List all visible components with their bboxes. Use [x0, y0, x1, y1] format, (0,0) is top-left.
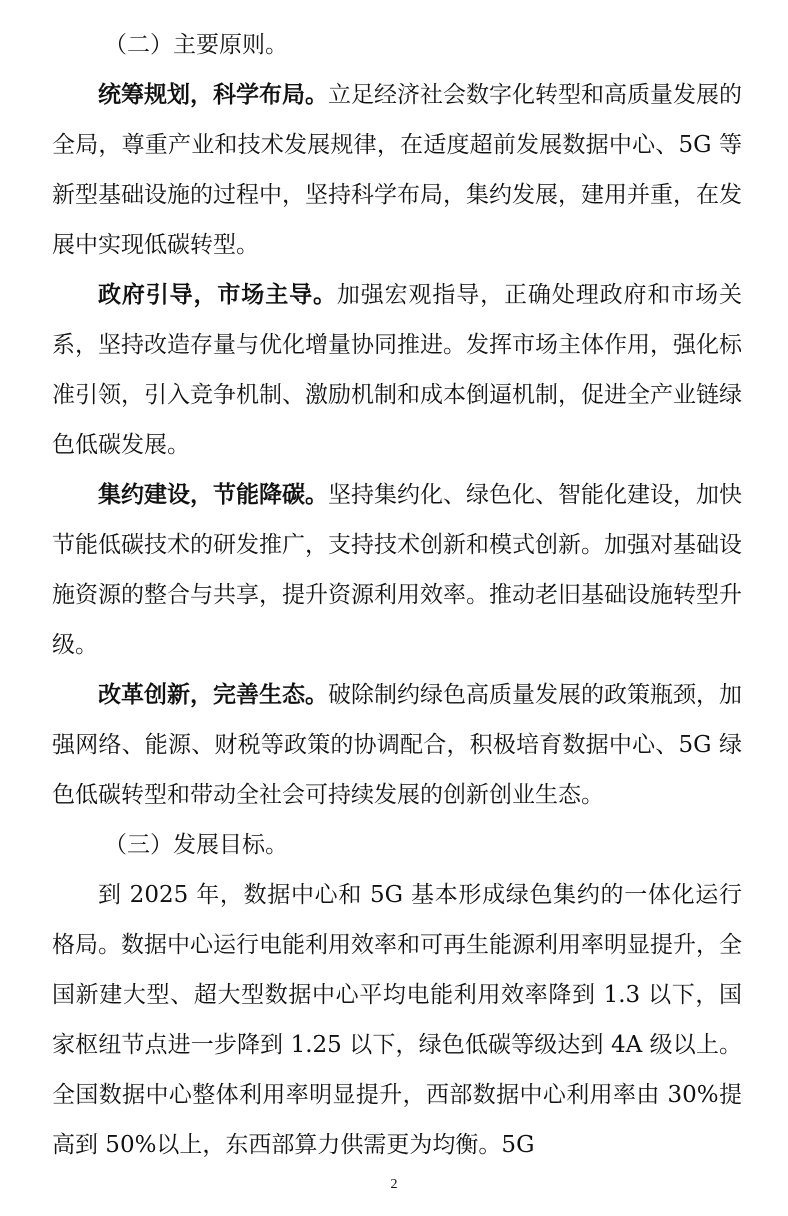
- paragraph-intensive: [52, 470, 742, 670]
- paragraph-lead: 政府引导，市场主导。: [98, 281, 337, 308]
- paragraph-body: 到 2025 年，数据中心和 5G 基本形成绿色集约的一体化运行格局。数据中心运行电能利用效率和可再生能源利用率明显提升，全国新建大型、超大型数据中心平均电能利用效率降到 1.3 以下，国家枢纽节点进一步降到 1.25 以下，绿色低碳等级达到 4A 级以上。全国数据中心整体利用率明显提升，西部数据中心利用率由 30%提高到 50%以上，东西部算力供需更为均衡。5G: [52, 882, 742, 1158]
- paragraph-body: 立足经济社会数字化转型和高质量发展的全局，尊重产业和技术发展规律，在适度超前发展数据中心、5G 等新型基础设施的过程中，坚持科学布局，集约发展，建用并重，在发展中实现低碳转型。: [52, 82, 742, 258]
- document-page: [52, 20, 742, 1170]
- paragraph-lead: 集约建设，节能降碳。: [98, 481, 328, 508]
- paragraph-body: 加强宏观指导，正确处理政府和市场关系，坚持改造存量与优化增量协同推进。发挥市场主体作用，强化标准引领，引入竞争机制、激励机制和成本倒逼机制，促进全产业链绿色低碳发展。: [52, 282, 743, 458]
- paragraph-body: 破除制约绿色高质量发展的政策瓶颈，加强网络、能源、财税等政策的协调配合，积极培育数据中心、5G 绿色低碳转型和带动全社会可持续发展的创新创业生态。: [52, 682, 742, 808]
- paragraph-government: [52, 270, 742, 470]
- paragraph-goals: [52, 870, 742, 1170]
- page-number: 2: [390, 1177, 398, 1192]
- section-heading-principles: （二）主要原则。: [104, 32, 288, 58]
- section-heading-goals: （三）发展目标。: [104, 832, 288, 858]
- paragraph-body: 坚持集约化、绿色化、智能化建设，加快节能低碳技术的研发推广，支持技术创新和模式创新。加强对基础设施资源的整合与共享，提升资源利用效率。推动老旧基础设施转型升级。: [52, 482, 742, 658]
- paragraph-lead: 改革创新，完善生态。: [98, 681, 328, 708]
- paragraph-planning: [52, 70, 742, 270]
- paragraph-reform: [52, 670, 742, 820]
- paragraph-lead: 统筹规划，科学布局。: [98, 81, 328, 108]
